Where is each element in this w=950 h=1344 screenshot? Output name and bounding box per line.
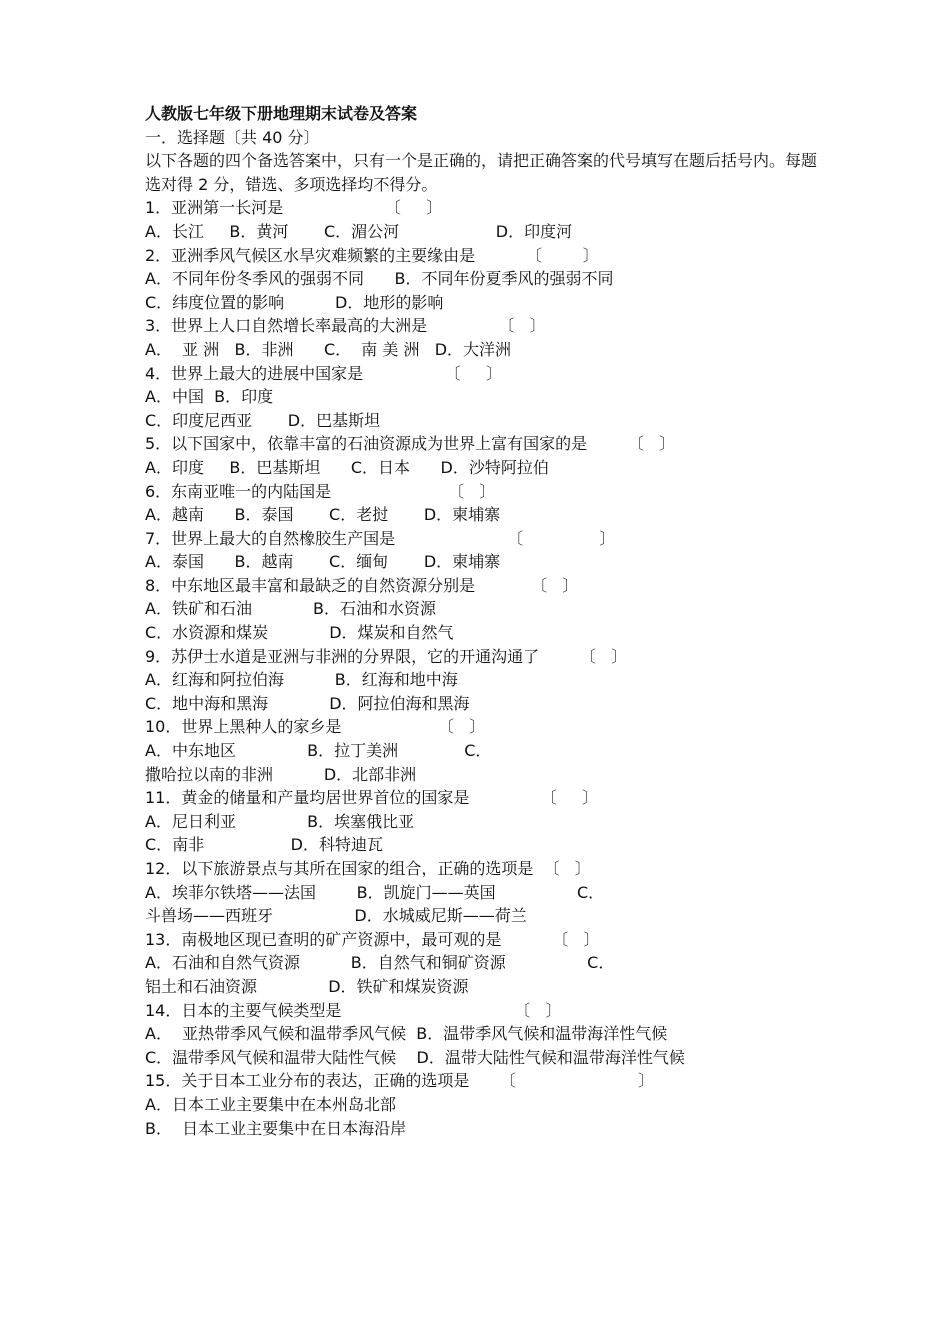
question-9-options-cd: C．地中海和黑海 D．阿拉伯海和黑海 xyxy=(145,693,470,713)
question-1-options: A．长江 B．黄河 C．湄公河 D．印度河 xyxy=(145,221,573,241)
question-4-options-cd: C．印度尼西亚 D．巴基斯坦 xyxy=(145,410,381,430)
question-8: 8．中东地区最丰富和最缺乏的自然资源分别是 〔 〕 xyxy=(145,575,579,595)
question-12: 12．以下旅游景点与其所在国家的组合，正确的选项是 〔 〕 xyxy=(145,859,591,878)
question-9: 9．苏伊士水道是亚洲与非洲的分界限，它的开通沟通了 〔 〕 xyxy=(145,646,628,666)
question-7: 7．世界上最大的自然橡胶生产国是 〔 〕 xyxy=(145,528,616,548)
question-10-options-cd: 撒哈拉以南的非洲 D．北部非洲 xyxy=(145,764,417,784)
question-13-options-cd: 铝土和石油资源 D．铁矿和煤炭资源 xyxy=(145,976,469,996)
question-10-options-abc: A．中东地区 B．拉丁美洲 C． xyxy=(145,741,492,761)
question-15-option-a: A．日本工业主要集中在本州岛北部 xyxy=(145,1094,396,1114)
question-11: 11．黄金的储量和产量均居世界首位的国家是 〔 〕 xyxy=(145,788,598,808)
question-6-options: A．越南 B．泰国 C．老挝 D．柬埔寨 xyxy=(145,505,501,525)
question-11-options-ab: A．尼日利亚 B．埃塞俄比亚 xyxy=(145,811,415,831)
question-4-options-ab: A．中国 B．印度 xyxy=(145,387,274,407)
question-8-options-ab: A．铁矿和石油 B．石油和水资源 xyxy=(145,599,436,619)
question-13: 13．南极地区现已查明的矿产资源中，最可观的是 〔 〕 xyxy=(145,929,600,949)
question-5: 5．以下国家中，依靠丰富的石油资源成为世界上富有国家的是 〔 〕 xyxy=(145,434,676,454)
question-7-options: A．泰国 B．越南 C．缅甸 D．柬埔寨 xyxy=(145,552,501,572)
question-14-options-cd: C．温带季风气候和温带大陆性气候 D．温带大陆性气候和温带海洋性气候 xyxy=(145,1047,685,1067)
question-3: 3．世界上人口自然增长率最高的大洲是 〔 〕 xyxy=(145,316,546,336)
question-12-options-cd: 斗兽场——西班牙 D．水城威尼斯——荷兰 xyxy=(145,906,527,926)
question-14-options-ab: A． 亚热带季风气候和温带季风气候 B．温带季风气候和温带海洋性气候 xyxy=(145,1024,668,1044)
question-15: 15．关于日本工业分布的表达，正确的选项是 〔 〕 xyxy=(145,1071,654,1091)
section-heading: 一．选择题〔共 40 分〕 xyxy=(145,127,320,147)
question-15-option-b: B． 日本工业主要集中在日本海沿岸 xyxy=(145,1118,407,1138)
question-10: 10．世界上黑种人的家乡是 〔 〕 xyxy=(145,717,486,737)
question-14: 14．日本的主要气候类型是 〔 〕 xyxy=(145,1000,562,1020)
question-4: 4．世界上最大的进展中国家是 〔 〕 xyxy=(145,363,502,383)
question-9-options-ab: A．红海和阿拉伯海 B．红海和地中海 xyxy=(145,670,458,690)
question-2-options-cd: C．纬度位置的影响 D．地形的影响 xyxy=(145,292,444,312)
document-page xyxy=(145,102,825,1140)
question-12-options-abc: A．埃菲尔铁塔——法国 B．凯旋门——英国 C． xyxy=(145,882,605,902)
document-title: 人教版七年级下册地理期末试卷及答案 xyxy=(145,104,418,123)
question-2: 2．亚洲季风气候区水旱灾难频繁的主要缘由是 〔 〕 xyxy=(145,245,599,265)
question-6: 6．东南亚唯一的内陆国是 〔 〕 xyxy=(145,481,496,501)
question-5-options: A．印度 B．巴基斯坦 C．日本 D．沙特阿拉伯 xyxy=(145,457,549,477)
question-8-options-cd: C．水资源和煤炭 D．煤炭和自然气 xyxy=(145,623,454,643)
question-1: 1．亚洲第一长河是 〔 〕 xyxy=(145,198,443,218)
question-3-options: A． 亚 洲 B．非洲 C． 南 美 洲 D．大洋洲 xyxy=(145,339,512,359)
question-2-options-ab: A．不同年份冬季风的强弱不同 B．不同年份夏季风的强弱不同 xyxy=(145,269,614,289)
question-11-options-cd: C．南非 D．科特迪瓦 xyxy=(145,835,383,855)
question-13-options-abc: A．石油和自然气资源 B．自然气和铜矿资源 C． xyxy=(145,953,615,973)
instructions-paragraph: 以下各题的四个备选答案中，只有一个是正确的，请把正确答案的代号填写在题后括号内。每题选对得 2 分，错选、多项选择均不得分。 xyxy=(145,151,818,194)
